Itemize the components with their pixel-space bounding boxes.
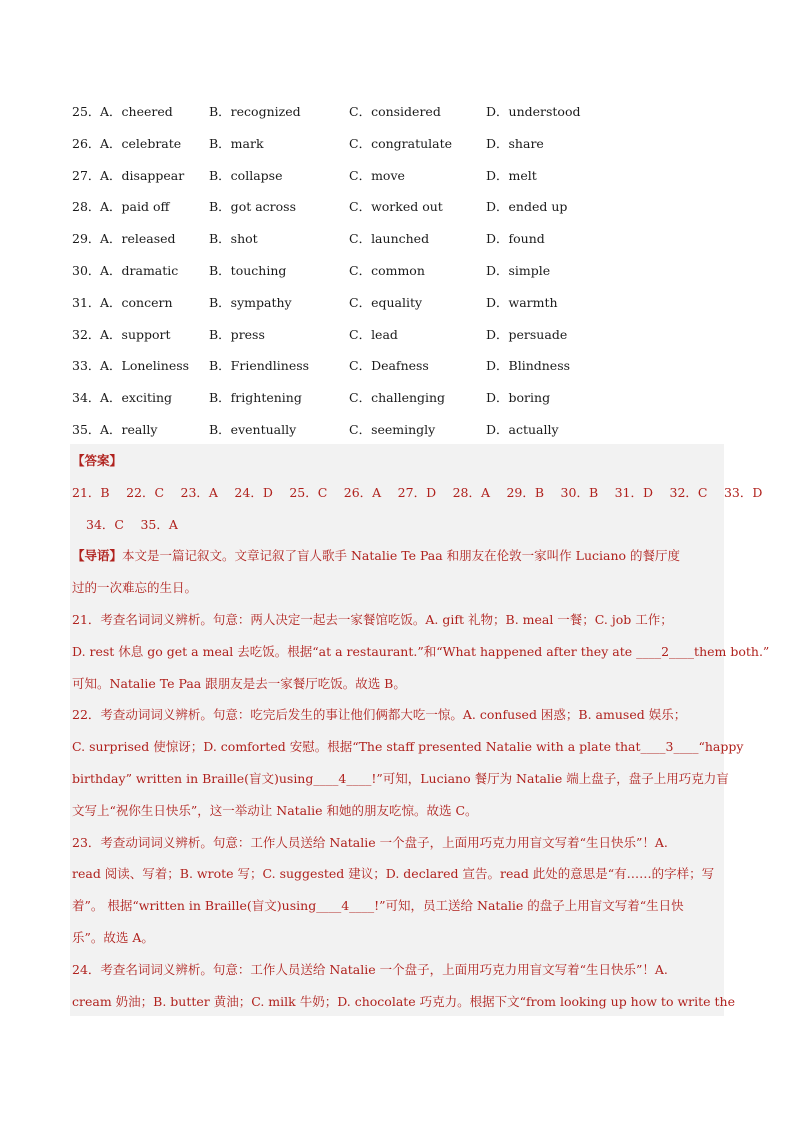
option-d: D．persuade bbox=[486, 326, 568, 342]
option-row bbox=[72, 96, 722, 128]
option-a: A．disappear bbox=[100, 167, 185, 183]
answer-keys-line-2: 34．C 35．A bbox=[86, 517, 178, 532]
option-a: A．celebrate bbox=[100, 135, 182, 151]
option-b: B．press bbox=[209, 326, 265, 342]
explanation-line: 乐”。故选 A。 bbox=[72, 930, 154, 945]
question-number: 26． bbox=[72, 135, 101, 151]
option-a: A．really bbox=[100, 421, 158, 437]
option-b: B．Friendliness bbox=[209, 358, 310, 374]
option-c: C．common bbox=[349, 262, 425, 278]
options-list bbox=[72, 96, 722, 446]
option-c: C．worked out bbox=[349, 199, 443, 215]
question-number: 30． bbox=[72, 262, 101, 278]
explanation-line: 21．考查名词词义辨析。句意：两人决定一起去一家餐馆吃饭。A. gift 礼物；B. meal 一餐；C. job 工作； bbox=[72, 612, 673, 627]
option-a: A．Loneliness bbox=[100, 358, 190, 374]
question-number: 25． bbox=[72, 104, 101, 119]
option-d: D．boring bbox=[486, 390, 551, 406]
explanation-line: C. surprised 使惊讶；D. comforted 安慰。根据“The staff presented Natalie with a plate that____3____“happy bbox=[72, 739, 744, 755]
option-d: D．Blindness bbox=[486, 358, 571, 374]
option-a: A．cheered bbox=[100, 104, 173, 119]
question-number: 32． bbox=[72, 326, 101, 342]
option-d: D．melt bbox=[486, 167, 537, 183]
explanation-line: cream 奶油；B. butter 黄油；C. milk 牛奶；D. chocolate 巧克力。根据下文“from looking up how to write the bbox=[72, 993, 735, 1009]
option-b: B．sympathy bbox=[209, 294, 292, 310]
question-number: 28． bbox=[72, 199, 101, 215]
explanation-line: birthday” written in Braille(盲文)using____4____!”可知，Luciano 餐厅为 Natalie 端上盘子，盘子上用巧克力盲 bbox=[72, 771, 729, 786]
option-c: C．equality bbox=[349, 294, 423, 310]
option-b: B．eventually bbox=[209, 421, 297, 437]
option-c: C．Deafness bbox=[349, 358, 429, 374]
explanation-line: D. rest 休息 go get a meal 去吃饭。根据“at a restaurant.”和“What happened after they ate ____2____them both.” bbox=[72, 643, 770, 659]
option-c: C．considered bbox=[349, 104, 441, 119]
option-row bbox=[72, 382, 722, 414]
option-c: C．lead bbox=[349, 326, 398, 342]
option-a: A．exciting bbox=[100, 390, 173, 406]
option-a: A．paid off bbox=[100, 199, 170, 215]
option-row bbox=[72, 223, 722, 255]
option-d: D．warmth bbox=[486, 294, 558, 310]
guide-line-1 bbox=[72, 546, 722, 566]
option-b: B．frightening bbox=[209, 390, 302, 406]
question-number: 31． bbox=[72, 294, 101, 310]
option-c: C．challenging bbox=[349, 390, 446, 406]
option-d: D．found bbox=[486, 231, 545, 247]
option-row bbox=[72, 350, 722, 382]
guide-line-2: 过的一次难忘的生日。 bbox=[72, 580, 198, 595]
option-d: D．ended up bbox=[486, 199, 568, 215]
option-c: C．launched bbox=[349, 231, 430, 247]
option-row bbox=[72, 160, 722, 192]
question-number: 34． bbox=[72, 390, 101, 406]
option-d: D．share bbox=[486, 135, 544, 151]
option-c: C．seemingly bbox=[349, 421, 436, 437]
explanation-line: 着”。 根据“written in Braille(盲文)using____4____!”可知，员工送给 Natalie 的盘子上用盲文写着“生日快 bbox=[72, 898, 684, 914]
option-d: D．understood bbox=[486, 104, 581, 119]
option-b: B．shot bbox=[209, 231, 258, 247]
option-b: B．mark bbox=[209, 135, 264, 151]
option-d: D．actually bbox=[486, 421, 559, 437]
guide-text-1: 本文是一篇记叙文。文章记叙了盲人歌手 Natalie Te Paa 和朋友在伦敦一家叫作 Luciano 的餐厅度 bbox=[122, 548, 681, 563]
question-number: 35． bbox=[72, 421, 101, 437]
option-b: B．recognized bbox=[209, 104, 301, 119]
question-number: 29． bbox=[72, 231, 101, 247]
option-a: A．concern bbox=[100, 294, 173, 310]
answer-heading: 【答案】 bbox=[72, 453, 123, 468]
option-row bbox=[72, 319, 722, 351]
question-number: 27． bbox=[72, 167, 101, 183]
explanation-line: 23．考查动词词义辨析。句意：工作人员送给 Natalie 一个盘子，上面用巧克力用盲文写着“生日快乐”！A. bbox=[72, 834, 668, 850]
answer-keys-line-1: 21．B 22．C 23．A 24．D 25．C 26．A 27．D 28．A 29．B 30．B 31．D 32．C 33．D bbox=[72, 485, 763, 500]
option-a: A．released bbox=[100, 231, 176, 247]
option-row bbox=[72, 255, 722, 287]
explanation-line: 24．考查名词词义辨析。句意：工作人员送给 Natalie 一个盘子，上面用巧克力用盲文写着“生日快乐”！A. bbox=[72, 961, 668, 977]
option-row bbox=[72, 287, 722, 319]
guide-heading: 【导语】 bbox=[72, 548, 123, 563]
answer-title bbox=[72, 451, 722, 471]
option-b: B．touching bbox=[209, 262, 287, 278]
question-number: 33． bbox=[72, 358, 101, 374]
option-c: C．move bbox=[349, 167, 405, 183]
option-d: D．simple bbox=[486, 262, 551, 278]
option-b: B．got across bbox=[209, 199, 296, 215]
option-row bbox=[72, 128, 722, 160]
option-c: C．congratulate bbox=[349, 135, 453, 151]
explanation-line: read 阅读、写着；B. wrote 写；C. suggested 建议；D. declared 宣告。read 此处的意思是“有……的字样；写 bbox=[72, 866, 715, 882]
option-row bbox=[72, 191, 722, 223]
explanation-line: 文写上“祝你生日快乐”，这一举动让 Natalie 和她的朋友吃惊。故选 C。 bbox=[72, 802, 478, 818]
explanation-line: 可知。Natalie Te Paa 跟朋友是去一家餐厅吃饭。故选 B。 bbox=[72, 675, 406, 691]
option-a: A．support bbox=[100, 326, 171, 342]
option-row bbox=[72, 414, 722, 446]
explanation-line: 22．考查动词词义辨析。句意：吃完后发生的事让他们俩都大吃一惊。A. confused 困惑；B. amused 娱乐； bbox=[72, 707, 687, 723]
option-b: B．collapse bbox=[209, 167, 283, 183]
option-a: A．dramatic bbox=[100, 262, 179, 278]
